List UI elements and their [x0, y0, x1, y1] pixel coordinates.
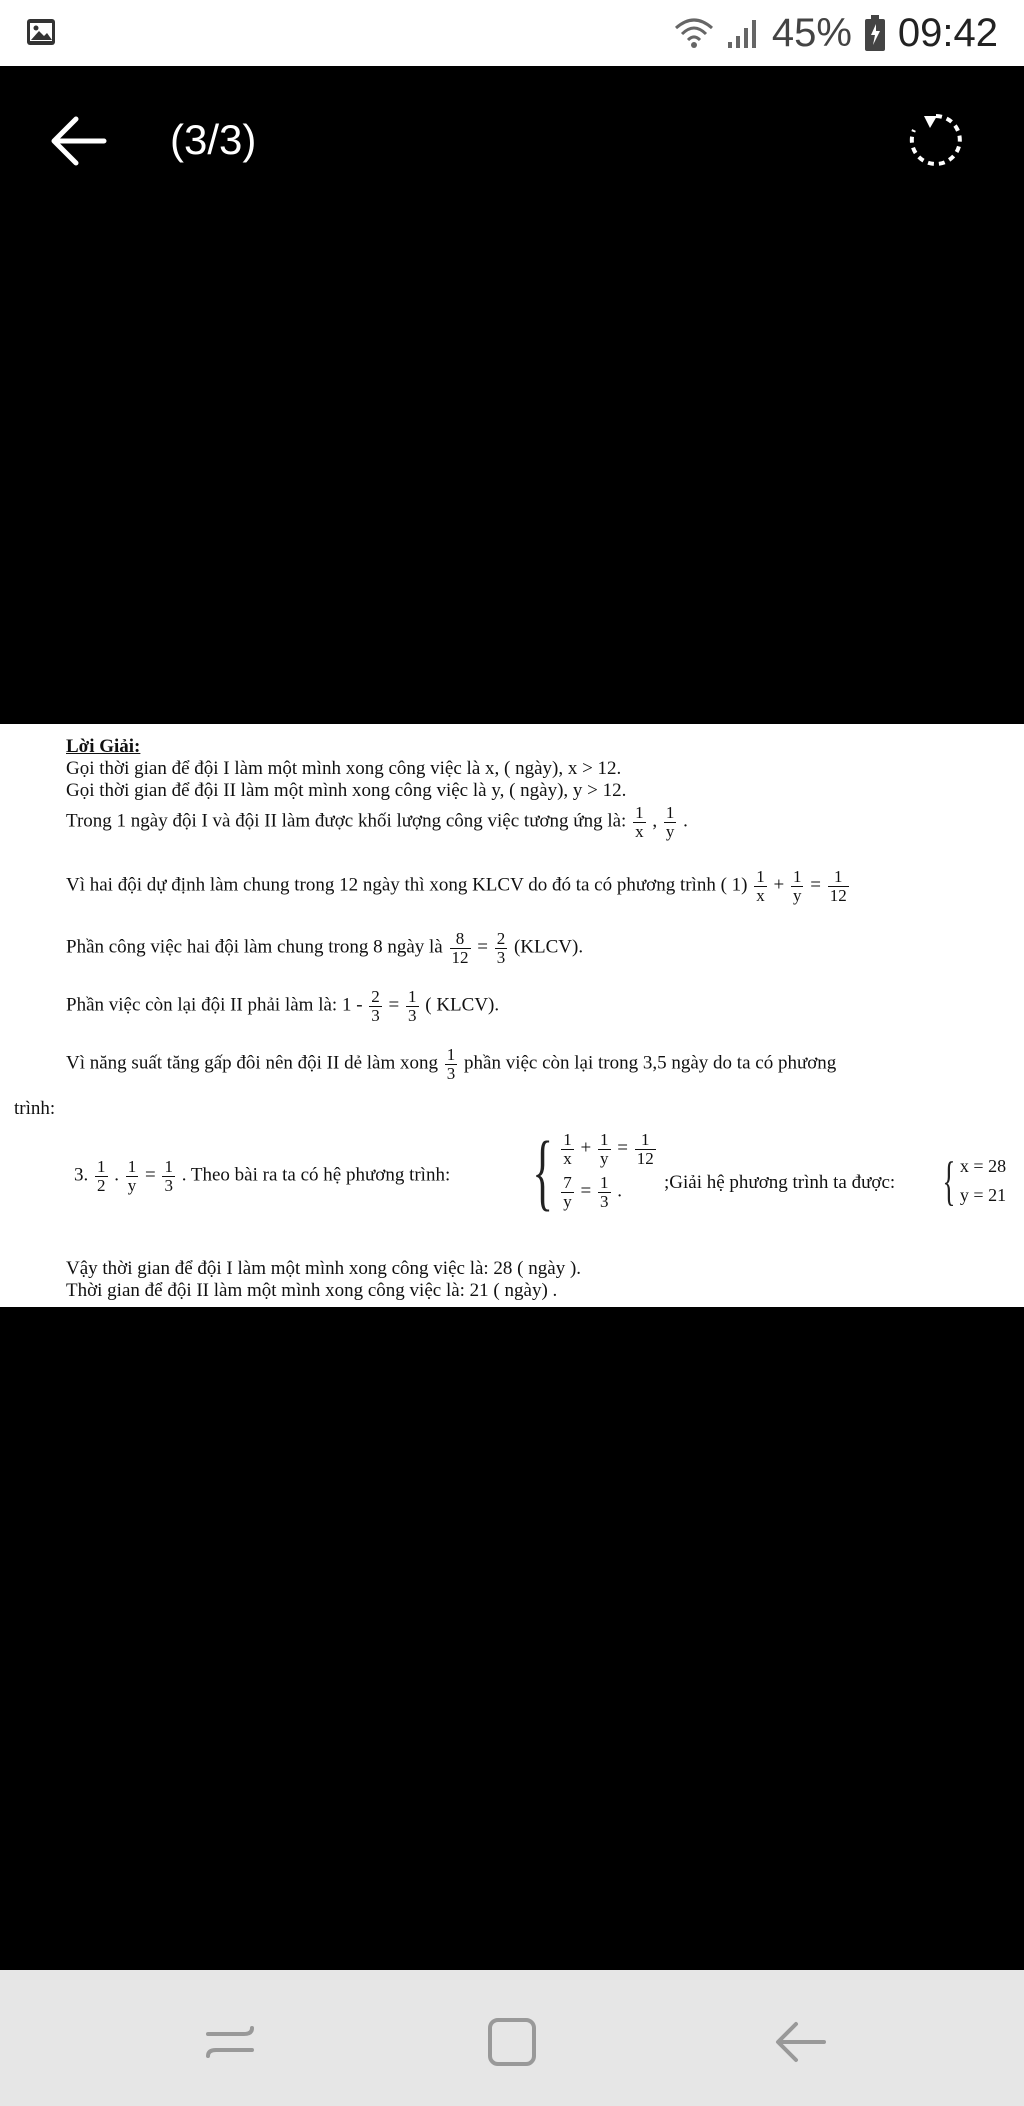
battery-percent: 45%: [771, 10, 852, 55]
solve-text: ;Giải hệ phương trình ta được:: [664, 1172, 896, 1193]
battery-icon: [864, 14, 886, 52]
document-image: [0, 724, 1024, 1307]
gallery-icon: [26, 18, 56, 46]
text-line-3: Trong 1 ngày đội I và đội II làm được khối lượng công việc tương ứng là: $\frac{1}{x}$ , $\frac{1}{y}$ .: [66, 803, 688, 841]
home-icon[interactable]: [482, 2012, 542, 2072]
navigation-bar: [0, 1970, 1024, 2106]
clock-time: 09:42: [897, 10, 998, 55]
fraction-1-over-x: $\frac{1}{x}$: [635, 803, 644, 841]
text-line-9: 3. $\frac{1}{2}$ . $\frac{1}{y}$ = $\frac{1}{3}$ . Theo bài ra ta có hệ phương trình:: [74, 1157, 451, 1195]
recent-apps-icon[interactable]: [200, 2012, 260, 2072]
text-line-2: Gọi thời gian để đội II làm một mình xong công việc là y, ( ngày), y > 12.: [66, 780, 627, 801]
viewer-topbar: [0, 66, 1024, 216]
text-line-5: Phần công việc hai đội làm chung trong 8 ngày là $\frac{8}{12}$ = $\frac{2}{3}$ (KLCV).: [66, 929, 584, 967]
status-bar: [0, 0, 1024, 66]
text-line-7: Vì năng suất tăng gấp đôi nên đội II dẻ làm xong $\frac{1}{3}$ phần việc còn lại trong 3,5 ngày do ta có phương: [66, 1045, 837, 1083]
wifi-icon: [674, 16, 714, 50]
equation-system: { $\frac{1}{x}$ + $\frac{1}{y}$ = $\frac{1}{12}$ $\frac{7}{y}$ = $\frac{1}{3}$ .: [532, 1123, 654, 1219]
back-icon[interactable]: [770, 2012, 830, 2072]
solution-system: { x = 28 y = 21: [942, 1151, 1007, 1211]
text-line-4: Vì hai đội dự định làm chung trong 12 ngày thì xong KLCV do đó ta có phương trình ( 1) $\frac{1}{x}$ + $\frac{1}{y}$ = $\frac{1}{12}$: [66, 867, 847, 905]
solution-x: x = 28: [959, 1156, 1007, 1176]
text-line-6: Phần việc còn lại đội II phải làm là: 1 - $\frac{2}{3}$ = $\frac{1}{3}$ ( KLCV).: [66, 987, 500, 1025]
text-line-8: trình:: [14, 1098, 56, 1119]
status-icons: [674, 10, 998, 56]
text-line-1: Gọi thời gian để đội I làm một mình xong công việc là x, ( ngày), x > 12.: [66, 758, 622, 779]
page-counter: (3/3): [170, 116, 257, 163]
text-line-11: Thời gian để đội II làm một mình xong công việc là: 21 ( ngày) .: [66, 1280, 558, 1301]
solution-y: y = 21: [959, 1185, 1007, 1205]
image-viewer[interactable]: [0, 216, 1024, 1970]
text-line-10: Vậy thời gian để đội I làm một mình xong công việc là: 28 ( ngày ).: [66, 1258, 582, 1279]
solution-heading: Lời Giải:: [66, 736, 141, 757]
rotate-icon[interactable]: [904, 108, 968, 172]
back-arrow-icon[interactable]: [44, 106, 114, 176]
signal-icon: [726, 16, 760, 50]
fraction-1-over-y: $\frac{1}{y}$: [665, 803, 675, 841]
